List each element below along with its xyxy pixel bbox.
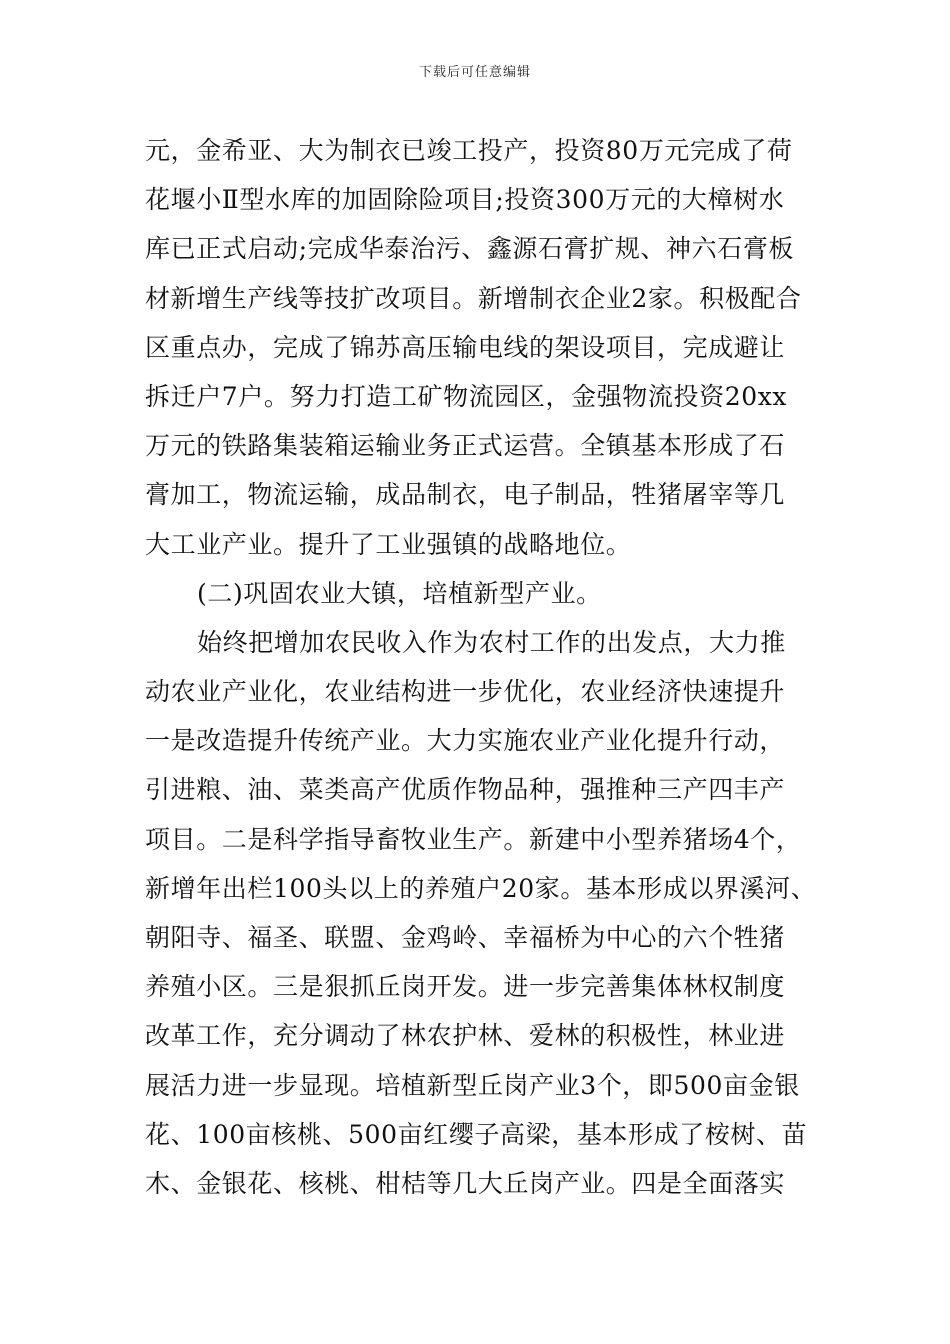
text-line: 引进粮、油、菜类高产优质作物品种，强推种三产四丰产 <box>145 775 786 805</box>
text-line: 一是改造提升传统产业。大力实施农业产业化提升行动， <box>145 726 786 756</box>
text-line: 花堰小Ⅱ型水库的加固除险项目;投资300万元的大樟树水 <box>145 185 785 215</box>
page-header: 下载后可任意编辑 <box>418 65 531 80</box>
text-line: 库已正式启动;完成华泰治污、鑫源石膏扩规、神六石膏板 <box>145 234 795 264</box>
text-line: 区重点办，完成了锦苏高压输电线的架设项目，完成避让 <box>145 332 786 362</box>
text-line: 元，金希亚、大为制衣已竣工投产，投资80万元完成了荷 <box>145 136 793 165</box>
text-line: 朝阳寺、福圣、联盟、金鸡岭、幸福桥为中心的六个牲猪 <box>145 923 786 952</box>
text-line: 木、金银花、核桃、柑桔等几大丘岗产业。四是全面落实 <box>145 1168 786 1198</box>
paragraph-first-line: 始终把增加农民收入作为农村工作的出发点，大力推 <box>197 627 786 657</box>
text-line: 拆迁户7户。努力打造工矿物流园区，金强物流投资20xx <box>145 381 788 411</box>
text-line: 改革工作，充分调动了林农护林、爱林的积极性，林业进 <box>145 1021 786 1051</box>
text-line: 大工业产业。提升了工业强镇的战略地位。 <box>145 529 632 559</box>
paragraph-first-line: (二)巩固农业大镇，培植新型产业。 <box>197 578 602 608</box>
text-line: 新增年出栏100头以上的养殖户20家。基本形成以界溪河、 <box>145 873 817 903</box>
text-line: 花、100亩核桃、500亩红缨子高梁，基本形成了桉树、苗 <box>145 1119 808 1149</box>
text-line: 养殖小区。三是狠抓丘岗开发。进一步完善集体林权制度 <box>145 972 786 1002</box>
document-body <box>145 126 835 1208</box>
text-line: 项目。二是科学指导畜牧业生产。新建中小型养猪场4个， <box>145 824 802 854</box>
text-line: 动农业产业化，农业结构进一步优化，农业经济快速提升 <box>145 677 786 707</box>
text-line: 展活力进一步显现。培植新型丘岗产业3个，即500亩金银 <box>145 1070 800 1100</box>
text-line: 万元的铁路集装箱运输业务正式运营。全镇基本形成了石 <box>145 431 786 461</box>
text-line: 材新增生产线等技扩改项目。新增制衣企业2家。积极配合 <box>145 283 802 313</box>
text-line: 膏加工，物流运输，成品制衣，电子制品，牲猪屠宰等几 <box>145 480 786 510</box>
